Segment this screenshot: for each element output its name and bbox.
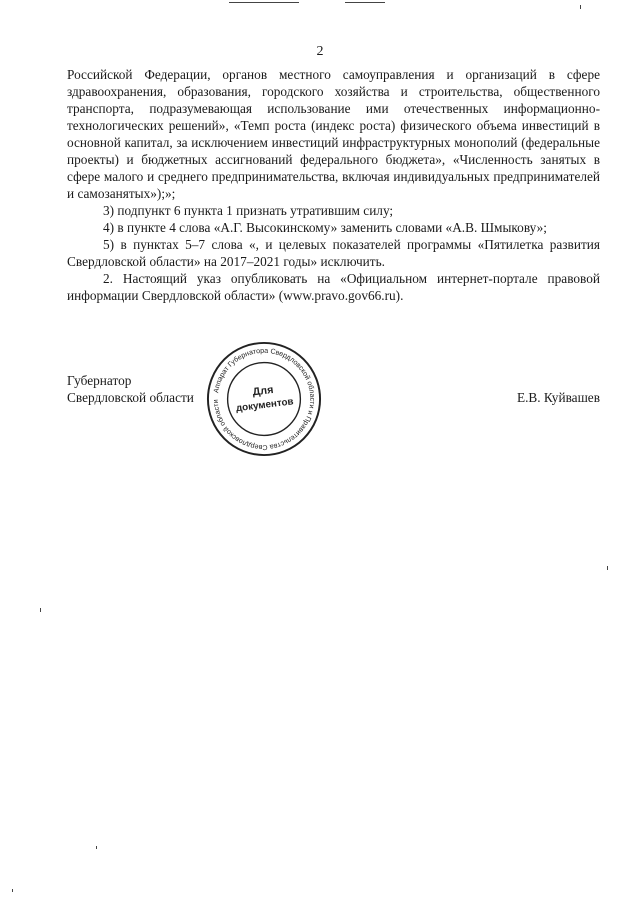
paragraph-item-5: 5) в пунктах 5–7 слова «, и целевых показателей программы «Пятилетка развития Свердловской области» на 2017–2021 годы» исключить. — [67, 237, 600, 269]
scan-artifact — [345, 2, 385, 3]
stamp-center-line-1: Для — [251, 383, 275, 399]
stamp-outer-text: Аппарат Губернатора Свердловской области и Правительства Свердловской области — [211, 346, 317, 452]
signatory-name: Е.В. Куйвашев — [516, 390, 600, 405]
scan-artifact — [40, 608, 41, 612]
official-seal-stamp — [205, 340, 323, 458]
stamp-center-line-2: документов — [235, 396, 295, 415]
scan-artifact — [580, 5, 581, 9]
scan-artifact — [96, 846, 97, 849]
document-body — [67, 66, 600, 304]
paragraph-item-3: 3) подпункт 6 пункта 1 признать утратившим силу; — [103, 203, 394, 218]
scan-artifact — [607, 566, 608, 570]
paragraph-publication: 2. Настоящий указ опубликовать на «Официальном интернет-портале правовой информации Свердловской области» (www.pravo.gov66.ru). — [67, 271, 600, 303]
paragraph-item-4: 4) в пункте 4 слова «А.Г. Высокинскому» заменить словами «А.В. Шмыкову»; — [103, 220, 547, 235]
signatory-title-line-1: Губернатор — [67, 373, 132, 388]
page-number: 2 — [316, 44, 324, 59]
scan-artifact — [229, 2, 299, 3]
paragraph-continuation: Российской Федерации, органов местного самоуправления и организаций в сфере здравоохранения, образования, городского хозяйства и строительства, общественного транспорта, подразумевающая использование ими отечественных информационно-технологических решений», «Темп роста (индекс роста) физического объема инвестиций в основной капитал, за исключением инвестиций инфраструктурных монополий (федеральные проекты) и бюджетных ассигнований федерального бюджета», «Численность занятых в сфере малого и среднего предпринимательства, включая индивидуальных предпринимателей и самозанятых»);»; — [67, 67, 600, 201]
scan-artifact — [12, 889, 13, 892]
signatory-title-line-2: Свердловской области — [67, 390, 194, 405]
